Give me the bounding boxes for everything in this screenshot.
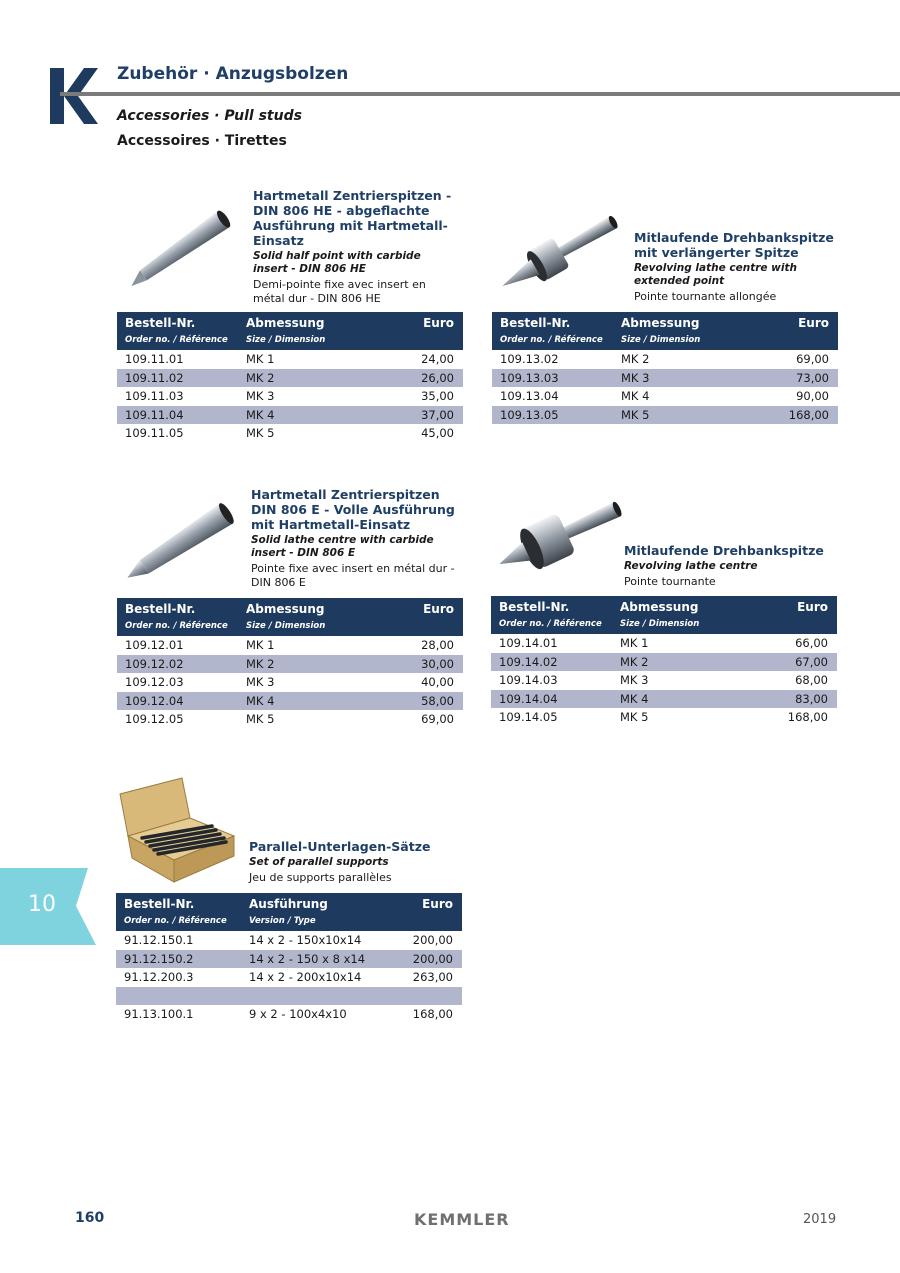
table-header [117,312,463,350]
size-value: 14 x 2 - 200x10x14 [249,970,362,985]
col-price-header: Euro [798,316,829,330]
size-value: MK 4 [621,389,650,404]
price-value: 83,00 [795,691,828,706]
size-value: MK 4 [246,407,275,422]
col-order-subheader: Order no. / Référence [500,335,603,345]
product-title-en: Revolving lathe centre with extended point [634,262,797,287]
page-subtitle-en: Accessories · Pull studs [117,108,302,124]
size-value: MK 3 [620,673,649,688]
size-value: MK 1 [620,636,649,650]
table-row [491,653,837,672]
product-desc-live-centre-extended [634,230,844,304]
product-title: Hartmetall Zentrierspitzen DIN 806 E - Volle Ausführung mit Hartmetall-Einsatz [251,487,455,532]
order-number: 109.11.03 [125,389,184,404]
table-row [117,350,463,369]
live-centre-icon [490,490,630,586]
table-row [117,636,463,655]
header-rule [60,92,900,96]
size-value: MK 3 [246,389,275,404]
order-number: 109.14.05 [499,710,558,725]
order-number: 91.12.150.2 [124,951,194,966]
size-value: MK 5 [246,712,275,727]
catalog-year: 2019 [803,1212,837,1227]
product-title-en: Set of parallel supports [249,856,389,868]
col-size-header: Abmessung [621,316,700,330]
order-number: 109.14.02 [499,654,558,669]
chapter-number: 10 [28,892,56,917]
price-value: 67,00 [795,654,828,669]
price-value: 263,00 [412,970,453,985]
price-value: 45,00 [421,426,454,441]
order-number: 109.13.05 [500,407,559,422]
size-value: MK 1 [246,352,275,366]
col-order-header: Bestell-Nr. [125,602,196,616]
size-value: 14 x 2 - 150 x 8 x14 [249,951,366,966]
col-size-header: Abmessung [620,600,699,614]
price-value: 73,00 [796,370,829,385]
order-number: 109.11.04 [125,407,184,422]
price-value: 168,00 [788,407,829,422]
solid-centre-icon [116,496,250,592]
order-number: 109.13.02 [500,352,559,366]
product-title-fr: Pointe tournante allongée [634,290,777,303]
table-row [491,634,837,653]
price-value: 68,00 [795,673,828,688]
product-title-fr: Demi-pointe fixe avec insert en métal dur - DIN 806 HE [253,278,426,305]
col-order-subheader: Order no. / Référence [124,916,227,926]
product-title-en: Revolving lathe centre [624,560,758,572]
col-price-header: Euro [422,897,453,911]
price-value: 24,00 [421,352,454,366]
table-row [117,692,463,711]
col-price-header: Euro [423,602,454,616]
table-header [117,598,463,636]
live-centre-extended-icon [490,206,630,302]
half-point-centre-icon [116,198,250,302]
table-row [117,369,463,388]
order-number: 109.12.03 [125,675,184,690]
col-order-subheader: Order no. / Référence [125,335,228,345]
col-price-header: Euro [423,316,454,330]
page-subtitle-fr: Accessoires · Tirettes [117,133,287,149]
size-value: MK 2 [620,654,649,669]
col-size-header: Abmessung [246,602,325,616]
price-value: 69,00 [796,352,829,366]
col-order-header: Bestell-Nr. [499,600,570,614]
order-number: 109.12.01 [125,638,184,652]
col-order-header: Bestell-Nr. [125,316,196,330]
product-title: Parallel-Unterlagen-Sätze [249,839,431,854]
price-value: 26,00 [421,370,454,385]
order-number: 109.14.01 [499,636,558,650]
col-size-header: Abmessung [246,316,325,330]
table-row [491,708,837,727]
price-table-parallel-set [116,893,462,1024]
order-number: 109.14.03 [499,673,558,688]
product-desc-parallel-set [249,839,459,885]
order-number: 109.12.04 [125,693,184,708]
page-number: 160 [75,1210,105,1226]
order-number: 91.12.150.1 [124,933,194,947]
price-table-half-point [117,312,463,443]
table-header [116,893,462,931]
col-size-subheader: Size / Dimension [621,335,701,345]
price-table-solid-centre [117,598,463,729]
table-row [492,369,838,388]
table-row [492,387,838,406]
order-number: 109.14.04 [499,691,558,706]
kemmler-logo-icon [50,68,98,124]
order-number: 109.11.02 [125,370,184,385]
size-value: MK 4 [620,691,649,706]
table-row [492,406,838,425]
price-value: 30,00 [421,656,454,671]
table-row [116,1005,462,1024]
size-value: MK 5 [621,407,650,422]
size-value: MK 4 [246,693,275,708]
price-value: 200,00 [412,933,453,947]
table-row [117,406,463,425]
price-value: 28,00 [421,638,454,652]
price-value: 66,00 [795,636,828,650]
size-value: MK 5 [620,710,649,725]
order-number: 109.11.01 [125,352,184,366]
parallel-set-box-icon [116,774,238,886]
product-title-fr: Jeu de supports parallèles [249,871,392,884]
col-size-subheader: Version / Type [249,916,316,926]
price-table-live-centre [491,596,837,727]
col-size-subheader: Size / Dimension [620,619,700,629]
size-value: MK 1 [246,638,275,652]
size-value: MK 2 [246,656,275,671]
price-value: 37,00 [421,407,454,422]
size-value: MK 3 [621,370,650,385]
order-number: 91.12.200.3 [124,970,194,985]
product-desc-solid-centre [251,487,461,590]
col-size-subheader: Size / Dimension [246,335,326,345]
col-order-subheader: Order no. / Référence [499,619,602,629]
size-value: MK 2 [621,352,650,366]
product-title-fr: Pointe fixe avec insert en métal dur - DIN 806 E [251,562,455,589]
col-order-header: Bestell-Nr. [500,316,571,330]
order-number: 109.11.05 [125,426,184,441]
product-title-fr: Pointe tournante [624,575,716,588]
size-value: 14 x 2 - 150x10x14 [249,933,362,947]
product-title-en: Solid lathe centre with carbide insert - DIN 806 E [251,534,434,559]
price-value: 69,00 [421,712,454,727]
size-value: MK 5 [246,426,275,441]
table-row [117,673,463,692]
col-order-subheader: Order no. / Référence [125,621,228,631]
table-row [116,968,462,987]
order-number: 109.12.05 [125,712,184,727]
price-value: 35,00 [421,389,454,404]
table-row [117,387,463,406]
price-value: 200,00 [412,951,453,966]
table-row [491,690,837,709]
product-desc-live-centre [624,543,834,589]
price-value: 168,00 [412,1007,453,1022]
product-desc-half-point [253,188,458,306]
order-number: 91.13.100.1 [124,1007,194,1022]
size-value: MK 3 [246,675,275,690]
order-number: 109.13.03 [500,370,559,385]
table-row [117,710,463,729]
price-table-live-centre-extended [492,312,838,424]
page-title: Zubehör · Anzugsbolzen [117,64,349,84]
price-value: 40,00 [421,675,454,690]
table-row [117,424,463,443]
table-header [491,596,837,634]
table-row [116,931,462,950]
table-row [492,350,838,369]
table-row [117,655,463,674]
table-header [492,312,838,350]
table-row [116,987,462,1006]
product-title: Mitlaufende Drehbankspitze mit verlängerter Spitze [634,230,834,260]
product-title-en: Solid half point with carbide insert - DIN 806 HE [253,250,421,275]
price-value: 168,00 [787,710,828,725]
size-value: 9 x 2 - 100x4x10 [249,1007,347,1022]
order-number: 109.12.02 [125,656,184,671]
col-price-header: Euro [797,600,828,614]
table-row [491,671,837,690]
col-size-header: Ausführung [249,897,328,911]
price-value: 90,00 [796,389,829,404]
product-title: Hartmetall Zentrierspitzen - DIN 806 HE - abgeflachte Ausführung mit Hartmetall-Einsatz [253,188,452,248]
col-size-subheader: Size / Dimension [246,621,326,631]
product-title: Mitlaufende Drehbankspitze [624,543,824,558]
order-number: 109.13.04 [500,389,559,404]
col-order-header: Bestell-Nr. [124,897,195,911]
brand-name: KEMMLER [414,1210,510,1229]
size-value: MK 2 [246,370,275,385]
table-row [116,950,462,969]
price-value: 58,00 [421,693,454,708]
